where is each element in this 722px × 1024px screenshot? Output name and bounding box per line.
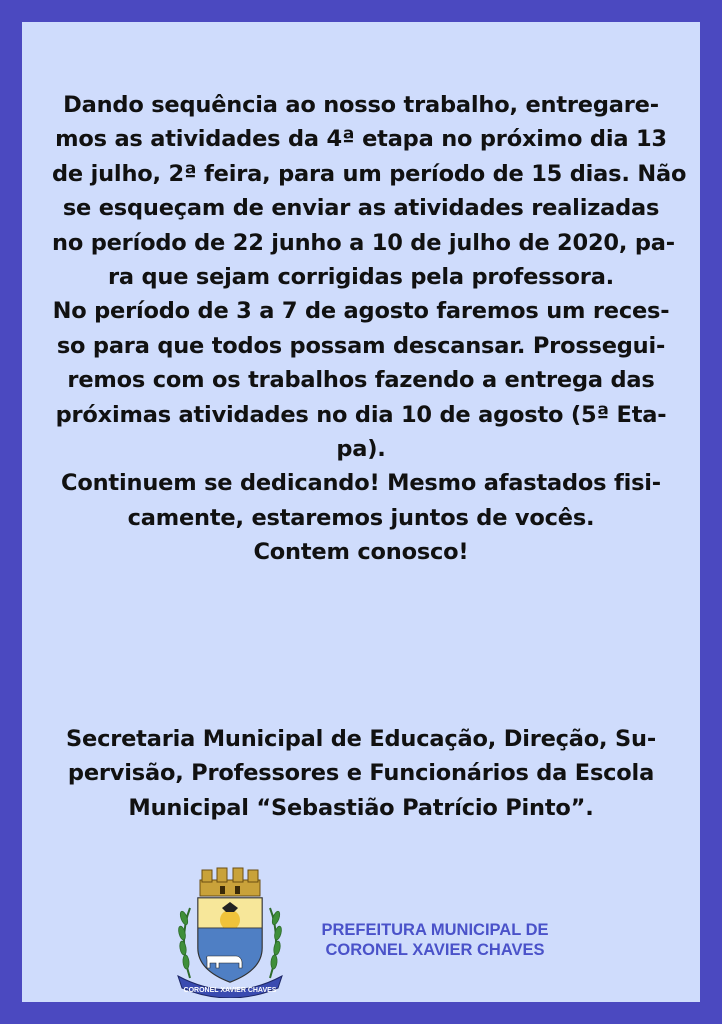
message-line: mos as atividades da 4ª etapa no próximo dia 13 [55,126,667,153]
laurel-right-icon [270,908,283,978]
prefeitura-line-2: CORONEL XAVIER CHAVES [325,941,545,959]
message-line: de julho, 2ª feira, para um período de 15 dias. Não [52,160,687,187]
signature-line: Municipal “Sebastião Patrício Pinto”. [128,794,594,821]
municipal-crest-icon [160,858,300,998]
message-body [52,88,687,569]
shield-icon [198,898,262,982]
svg-text:CORONEL XAVIER CHAVES: CORONEL XAVIER CHAVES [183,987,277,994]
prefeitura-line-1: PREFEITURA MUNICIPAL DE [321,921,549,939]
message-line: pa). [336,435,386,462]
message-line: remos com os trabalhos fazendo a entrega das [67,367,655,394]
mural-crown-icon [200,868,260,896]
message-line: No período de 3 a 7 de agosto faremos um reces- [52,298,670,325]
message-line: ra que sejam corrigidas pela professora. [107,263,615,290]
message-line: so para que todos possam descansar. Prossegui- [56,332,666,359]
signature-line: pervisão, Professores e Funcionários da Escola [67,760,655,787]
message-line: se esqueçam de enviar as atividades realizadas [62,195,660,222]
message-line: no período de 22 junho a 10 de julho de 2020, pa- [52,229,675,256]
message-line: Dando sequência ao nosso trabalho, entregare- [63,92,659,118]
laurel-left-icon [177,908,190,978]
notice-panel [22,22,700,1002]
prefeitura-label [290,920,580,960]
message-line: Contem conosco! [253,539,469,566]
signature-line: Secretaria Municipal de Educação, Direção, Su- [66,726,656,752]
message-line: próximas atividades no dia 10 de agosto (5ª Eta- [55,401,667,428]
signature-block [52,722,670,825]
message-line: camente, estaremos juntos de vocês. [127,504,595,531]
message-line: Continuem se dedicando! Mesmo afastados fisi- [61,470,661,497]
